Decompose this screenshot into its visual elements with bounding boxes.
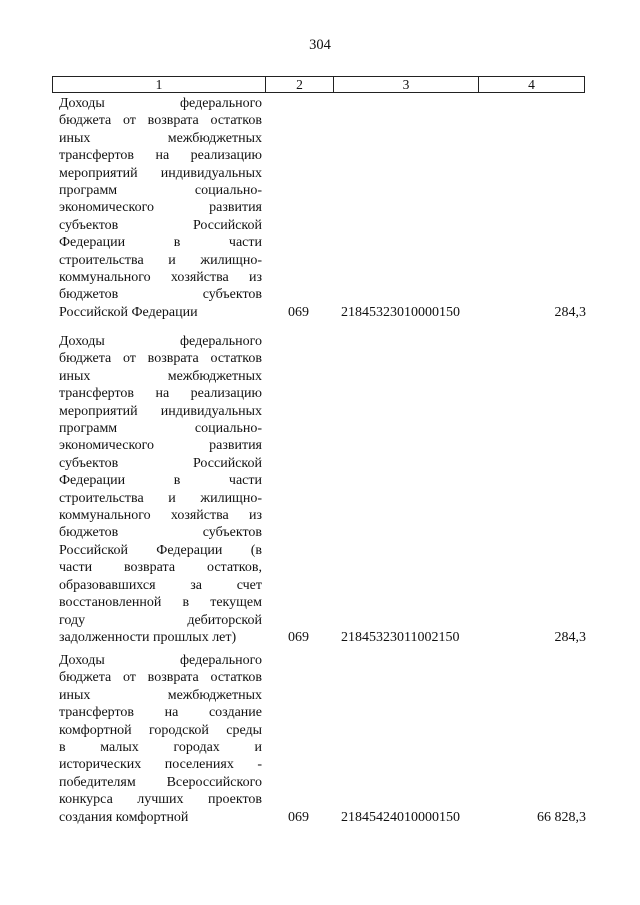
admin-code: 069 <box>288 809 309 825</box>
description-line: комфортной городской среды <box>59 722 262 738</box>
description-line: Федерации в части <box>59 473 262 489</box>
description-line: победителям Всероссийского <box>59 774 262 790</box>
row-description <box>59 95 262 321</box>
description-line: части возврата остатков, <box>59 560 262 576</box>
description-line: трансфертов на реализацию <box>59 386 262 402</box>
description-line: Российской Федерации (в <box>59 542 262 558</box>
description-line: Российской Федерации <box>59 304 198 320</box>
description-line: Доходы федерального <box>59 96 262 111</box>
description-line: бюджета от возврата остатков <box>59 113 262 129</box>
description-line: экономического развития <box>59 438 262 454</box>
budget-classification-code: 21845323010000150 <box>341 304 460 320</box>
description-line: иных межбюджетных <box>59 368 262 384</box>
description-line: трансфертов на создание <box>59 705 262 721</box>
description-line: иных межбюджетных <box>59 687 262 703</box>
header-col-2: 2 <box>266 77 334 92</box>
description-line: году дебиторской <box>59 612 262 628</box>
description-line: коммунального хозяйства из <box>59 508 262 524</box>
budget-classification-code: 21845424010000150 <box>341 809 460 825</box>
description-line: коммунального хозяйства из <box>59 270 262 286</box>
page-number: 304 <box>309 37 331 53</box>
description-line: мероприятий индивидуальных <box>59 403 262 419</box>
row-description <box>59 333 262 646</box>
description-line: в малых городах и <box>59 740 262 756</box>
table-row <box>59 333 586 646</box>
description-line: бюджета от возврата остатков <box>59 670 262 686</box>
amount: 284,3 <box>554 629 586 645</box>
description-line: восстановленной в текущем <box>59 595 262 611</box>
description-line: строительства и жилищно- <box>59 490 262 506</box>
description-line: бюджетов субъектов <box>59 287 262 303</box>
header-col-4: 4 <box>528 77 535 92</box>
description-line: Федерации в части <box>59 235 262 251</box>
description-line: субъектов Российской <box>59 455 262 471</box>
budget-classification-code: 21845323011002150 <box>341 629 460 645</box>
description-line: конкурса лучших проектов <box>59 792 262 808</box>
description-line: образовавшихся за счет <box>59 577 262 593</box>
table-row <box>59 95 586 321</box>
description-line: трансфертов на реализацию <box>59 148 262 164</box>
amount: 66 828,3 <box>537 809 586 825</box>
table-header <box>52 76 585 93</box>
description-line: Доходы федерального <box>59 334 262 349</box>
description-line: бюджетов субъектов <box>59 525 262 541</box>
description-line: бюджета от возврата остатков <box>59 351 262 367</box>
description-line: программ социально- <box>59 421 262 437</box>
admin-code: 069 <box>288 304 309 320</box>
header-col-1: 1 <box>53 77 266 92</box>
description-line: экономического развития <box>59 200 262 216</box>
row-description <box>59 652 262 826</box>
amount: 284,3 <box>554 304 586 320</box>
description-line: задолженности прошлых лет) <box>59 629 237 645</box>
admin-code: 069 <box>288 629 309 645</box>
description-line: субъектов Российской <box>59 217 262 233</box>
description-line: создания комфортной <box>59 809 189 825</box>
description-line: исторических поселениях - <box>59 757 262 773</box>
description-line: Доходы федерального <box>59 653 262 668</box>
header-col-3: 3 <box>334 77 479 92</box>
description-line: иных межбюджетных <box>59 130 262 146</box>
table-row <box>59 652 586 826</box>
description-line: строительства и жилищно- <box>59 252 262 268</box>
description-line: мероприятий индивидуальных <box>59 165 262 181</box>
description-line: программ социально- <box>59 183 262 199</box>
